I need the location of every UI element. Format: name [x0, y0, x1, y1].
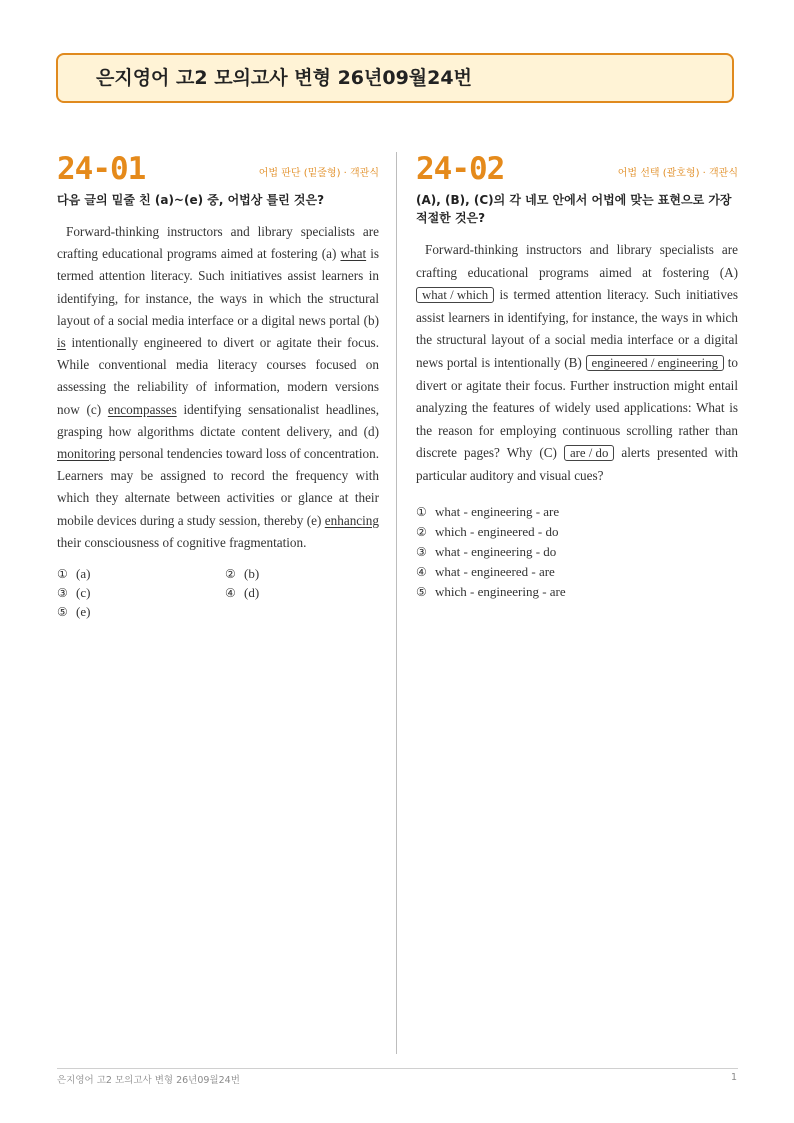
boxed-choice-a: what / which [416, 287, 494, 303]
question-passage [57, 221, 379, 554]
choice-4[interactable] [416, 562, 738, 582]
choice-text: (e) [76, 604, 91, 620]
underlined-c: encompasses [107, 401, 177, 417]
choice-text: what - engineering - are [435, 503, 560, 519]
underlined-e: enhancing [324, 512, 379, 528]
passage-text: to divert or agitate their focus. Further instruction might entail analyzing the features of widely used applications: What is the reason for employing continuous scrolling rather than discrete pages? Why (C) [416, 354, 738, 461]
underlined-a: what [340, 246, 367, 262]
question-number: 24-02 [416, 151, 505, 187]
choice-mark: ④ [225, 586, 236, 601]
passage-text: alerts presented with particular auditory and visual cues? [416, 445, 738, 483]
choice-mark: ① [416, 504, 427, 519]
underlined-d: monitoring [57, 446, 116, 462]
choice-4[interactable] [225, 585, 375, 601]
choice-mark: ① [57, 567, 68, 582]
choice-text: (a) [76, 566, 91, 582]
passage-text: their consciousness of cognitive fragmentation. [57, 534, 307, 550]
choice-mark: ④ [416, 564, 427, 579]
header-banner [56, 53, 734, 103]
page-title: 은지영어 고2 모의고사 변형 26년09월24번 [96, 67, 472, 89]
question-header [57, 150, 379, 190]
choice-mark: ⑤ [57, 605, 68, 620]
passage-text: personal tendencies toward loss of concentration. Learners may be assigned to record the frequency with which they alternate between activities or glance at their mobile devices during a study session, thereby (e) [57, 446, 379, 528]
question-header [416, 150, 738, 190]
choice-text: (c) [76, 585, 91, 601]
question-24-02 [416, 150, 738, 602]
choice-mark: ③ [57, 586, 68, 601]
passage-text: is termed attention literacy. Such initiatives assist learners in identifying, for instance, the ways in which the structural layout of a social media interface or a digital news portal (b) [57, 246, 379, 328]
question-passage [416, 239, 738, 488]
passage-text: is termed attention literacy. Such initiatives assist learners in identifying, for instance, the ways in which the structural layout of a social media interface or a digital news portal is intentionally (B) [416, 287, 738, 370]
answer-choices [57, 566, 379, 620]
footer-divider [57, 1068, 738, 1069]
boxed-choice-c: are / do [564, 445, 614, 461]
passage-text: Forward-thinking instructors and library specialists are crafting educational programs aimed at fostering (a) [57, 224, 379, 262]
boxed-choice-b: engineered / engineering [586, 355, 725, 371]
choice-text: which - engineering - are [435, 583, 566, 599]
choice-mark: ② [225, 567, 236, 582]
passage-text: intentionally engineered to divert or agitate their focus. While conventional media literacy courses focused on assessing the reliability of information, modern versions now (c) [57, 335, 379, 417]
choice-mark: ⑤ [416, 584, 427, 599]
answer-choices [416, 502, 738, 602]
column-divider [396, 152, 397, 1054]
underlined-b: is [57, 335, 66, 351]
question-number: 24-01 [57, 151, 146, 187]
page-number: 1 [730, 1072, 737, 1083]
choice-2[interactable] [225, 566, 375, 582]
passage-text: identifying sensationalist headlines, grasping how algorithms dictate content delivery, and (d) [57, 401, 379, 439]
choice-text: which - engineered - do [435, 523, 559, 539]
choice-5[interactable] [416, 582, 738, 602]
choice-2[interactable] [416, 522, 738, 542]
choice-1[interactable] [57, 566, 225, 582]
choice-text: (b) [244, 566, 260, 582]
choice-3[interactable] [57, 585, 225, 601]
choice-text: what - engineering - do [435, 543, 557, 559]
passage-text: Forward-thinking instructors and library specialists are crafting educational programs aimed at fostering (A) [416, 242, 738, 280]
question-prompt: 다음 글의 밑줄 친 (a)~(e) 중, 어법상 틀린 것은? [57, 193, 325, 207]
choice-text: (d) [244, 585, 260, 601]
choice-mark: ③ [416, 544, 427, 559]
question-type-label: 어법 판단 (밑줄형) · 객관식 [258, 168, 379, 179]
footer-title: 은지영어 고2 모의고사 변형 26년09월24번 [57, 1075, 240, 1086]
choice-text: what - engineered - are [435, 563, 555, 579]
choice-5[interactable] [57, 604, 225, 620]
choice-3[interactable] [416, 542, 738, 562]
question-type-label: 어법 선택 (괄호형) · 객관식 [617, 168, 738, 179]
question-24-01 [57, 150, 379, 620]
choice-mark: ② [416, 524, 427, 539]
question-prompt: (A), (B), (C)의 각 네모 안에서 어법에 맞는 표현으로 가장 적절한 것은? [416, 193, 732, 225]
choice-1[interactable] [416, 502, 738, 522]
